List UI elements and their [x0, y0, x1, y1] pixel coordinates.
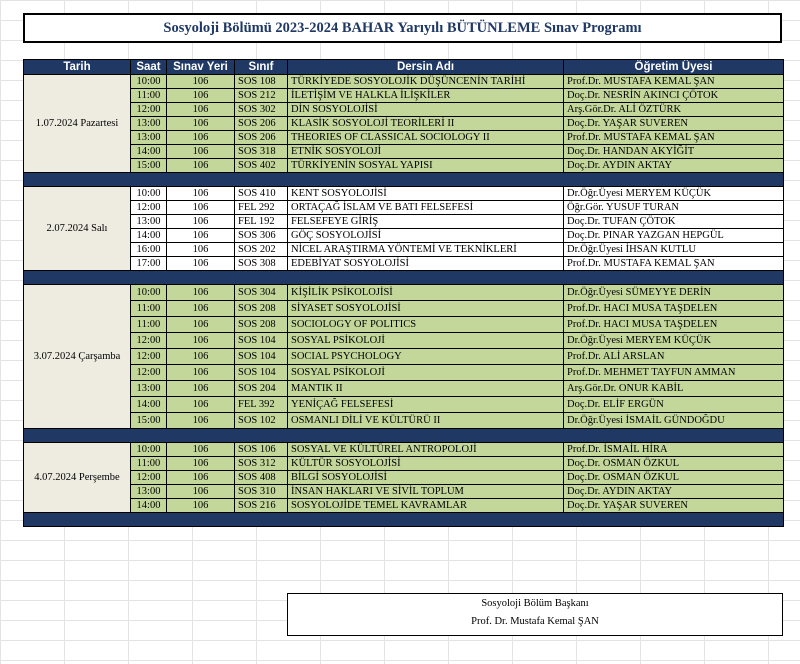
day-separator-row — [24, 271, 784, 285]
course-name-cell: SOCIOLOGY OF POLITICS — [288, 317, 564, 333]
instructor-cell: Prof.Dr. HACI MUSA TAŞDELEN — [564, 317, 784, 333]
course-name-cell: SOSYAL VE KÜLTÜREL ANTROPOLOJİ — [288, 443, 564, 457]
course-name-cell: ORTAÇAĞ İSLAM VE BATI FELSEFESİ — [288, 201, 564, 215]
class-code-cell: FEL 392 — [235, 397, 288, 413]
course-name-cell: THEORIES OF CLASSICAL SOCIOLOGY II — [288, 131, 564, 145]
course-name-cell: KLASİK SOSYOLOJİ TEORİLERİ II — [288, 117, 564, 131]
table-row — [24, 103, 784, 117]
instructor-cell: Prof.Dr. HACI MUSA TAŞDELEN — [564, 301, 784, 317]
class-code-cell: FEL 192 — [235, 215, 288, 229]
column-header-saat: Saat — [131, 60, 167, 75]
class-code-cell: FEL 292 — [235, 201, 288, 215]
class-code-cell: SOS 410 — [235, 187, 288, 201]
column-header-ogretim-uyesi: Öğretim Üyesi — [564, 60, 784, 75]
page-title: Sosyoloji Bölümü 2023-2024 BAHAR Yarıyılı BÜTÜNLEME Sınav Programı — [23, 13, 782, 43]
room-cell: 106 — [167, 333, 235, 349]
room-cell: 106 — [167, 443, 235, 457]
table-row — [24, 117, 784, 131]
time-cell: 10:00 — [131, 75, 167, 89]
time-cell: 15:00 — [131, 413, 167, 429]
time-cell: 12:00 — [131, 103, 167, 117]
date-cell: 1.07.2024 Pazartesi — [24, 75, 131, 173]
class-code-cell: SOS 402 — [235, 159, 288, 173]
course-name-cell: YENİÇAĞ FELSEFESİ — [288, 397, 564, 413]
instructor-cell: Öğr.Gör. YUSUF TURAN — [564, 201, 784, 215]
table-row — [24, 215, 784, 229]
instructor-cell: Prof.Dr. MEHMET TAYFUN AMMAN — [564, 365, 784, 381]
course-name-cell: İLETİŞİM VE HALKLA İLİŞKİLER — [288, 89, 564, 103]
table-row — [24, 257, 784, 271]
class-code-cell: SOS 216 — [235, 499, 288, 513]
instructor-cell: Doç.Dr. OSMAN ÖZKUL — [564, 457, 784, 471]
instructor-cell: Doç.Dr. AYDIN AKTAY — [564, 159, 784, 173]
table-row — [24, 413, 784, 429]
room-cell: 106 — [167, 285, 235, 301]
time-cell: 11:00 — [131, 317, 167, 333]
time-cell: 14:00 — [131, 397, 167, 413]
room-cell: 106 — [167, 89, 235, 103]
time-cell: 12:00 — [131, 201, 167, 215]
instructor-cell: Doç.Dr. YAŞAR SUVEREN — [564, 499, 784, 513]
class-code-cell: SOS 104 — [235, 365, 288, 381]
time-cell: 12:00 — [131, 471, 167, 485]
signature-title: Sosyoloji Bölüm Başkanı — [481, 598, 589, 609]
column-header-dersin-adi: Dersin Adı — [288, 60, 564, 75]
time-cell: 16:00 — [131, 243, 167, 257]
table-row — [24, 243, 784, 257]
course-name-cell: TÜRKİYENİN SOSYAL YAPISI — [288, 159, 564, 173]
room-cell: 106 — [167, 159, 235, 173]
schedule-body — [24, 75, 784, 527]
room-cell: 106 — [167, 471, 235, 485]
time-cell: 10:00 — [131, 443, 167, 457]
course-name-cell: İNSAN HAKLARI VE SİVİL TOPLUM — [288, 485, 564, 499]
instructor-cell: Doç.Dr. YAŞAR SUVEREN — [564, 117, 784, 131]
course-name-cell: SOSYAL PSİKOLOJİ — [288, 365, 564, 381]
exam-schedule-table — [23, 59, 784, 527]
time-cell: 12:00 — [131, 349, 167, 365]
day-separator — [24, 271, 784, 285]
signature-box — [287, 593, 783, 636]
class-code-cell: SOS 102 — [235, 413, 288, 429]
instructor-cell: Arş.Gör.Dr. ONUR KABİL — [564, 381, 784, 397]
time-cell: 13:00 — [131, 485, 167, 499]
table-row — [24, 485, 784, 499]
table-row — [24, 333, 784, 349]
column-header-sinav-yeri: Sınav Yeri — [167, 60, 235, 75]
time-cell: 12:00 — [131, 365, 167, 381]
class-code-cell: SOS 208 — [235, 301, 288, 317]
time-cell: 13:00 — [131, 215, 167, 229]
course-name-cell: SİYASET SOSYOLOJİSİ — [288, 301, 564, 317]
room-cell: 106 — [167, 301, 235, 317]
course-name-cell: FELSEFEYE GİRİŞ — [288, 215, 564, 229]
table-row — [24, 349, 784, 365]
room-cell: 106 — [167, 201, 235, 215]
room-cell: 106 — [167, 229, 235, 243]
room-cell: 106 — [167, 381, 235, 397]
day-separator — [24, 429, 784, 443]
room-cell: 106 — [167, 457, 235, 471]
table-row — [24, 229, 784, 243]
instructor-cell: Doç.Dr. OSMAN ÖZKUL — [564, 471, 784, 485]
room-cell: 106 — [167, 499, 235, 513]
class-code-cell: SOS 204 — [235, 381, 288, 397]
instructor-cell: Doç.Dr. TUFAN ÇÖTOK — [564, 215, 784, 229]
day-separator-row — [24, 513, 784, 527]
course-name-cell: OSMANLI DİLİ VE KÜLTÜRÜ II — [288, 413, 564, 429]
instructor-cell: Dr.Öğr.Üyesi MERYEM KÜÇÜK — [564, 187, 784, 201]
column-header-sinif: Sınıf — [235, 60, 288, 75]
room-cell: 106 — [167, 257, 235, 271]
class-code-cell: SOS 208 — [235, 317, 288, 333]
room-cell: 106 — [167, 413, 235, 429]
class-code-cell: SOS 108 — [235, 75, 288, 89]
class-code-cell: SOS 312 — [235, 457, 288, 471]
date-cell: 2.07.2024 Salı — [24, 187, 131, 271]
room-cell: 106 — [167, 349, 235, 365]
time-cell: 14:00 — [131, 229, 167, 243]
table-row — [24, 75, 784, 89]
room-cell: 106 — [167, 145, 235, 159]
table-row — [24, 201, 784, 215]
instructor-cell: Dr.Öğr.Üyesi İSMAİL GÜNDOĞDU — [564, 413, 784, 429]
time-cell: 14:00 — [131, 145, 167, 159]
course-name-cell: ETNİK SOSYOLOJİ — [288, 145, 564, 159]
time-cell: 13:00 — [131, 381, 167, 397]
class-code-cell: SOS 408 — [235, 471, 288, 485]
schedule-sheet — [23, 59, 783, 527]
table-row — [24, 159, 784, 173]
date-cell: 4.07.2024 Perşembe — [24, 443, 131, 513]
time-cell: 15:00 — [131, 159, 167, 173]
class-code-cell: SOS 318 — [235, 145, 288, 159]
class-code-cell: SOS 306 — [235, 229, 288, 243]
room-cell: 106 — [167, 215, 235, 229]
class-code-cell: SOS 202 — [235, 243, 288, 257]
day-separator — [24, 173, 784, 187]
table-row — [24, 365, 784, 381]
room-cell: 106 — [167, 117, 235, 131]
day-separator-row — [24, 429, 784, 443]
room-cell: 106 — [167, 243, 235, 257]
course-name-cell: KİŞİLİK PSİKOLOJİSİ — [288, 285, 564, 301]
column-header-tarih: Tarih — [24, 60, 131, 75]
instructor-cell: Dr.Öğr.Üyesi SÜMEYYE DERİN — [564, 285, 784, 301]
instructor-cell: Doç.Dr. ELİF ERGÜN — [564, 397, 784, 413]
course-name-cell: KENT SOSYOLOJİSİ — [288, 187, 564, 201]
instructor-cell: Arş.Gör.Dr. ALİ ÖZTÜRK — [564, 103, 784, 117]
table-row — [24, 397, 784, 413]
class-code-cell: SOS 206 — [235, 117, 288, 131]
class-code-cell: SOS 304 — [235, 285, 288, 301]
table-row — [24, 131, 784, 145]
instructor-cell: Doç.Dr. NESRİN AKINCI ÇÖTOK — [564, 89, 784, 103]
time-cell: 13:00 — [131, 131, 167, 145]
class-code-cell: SOS 308 — [235, 257, 288, 271]
room-cell: 106 — [167, 317, 235, 333]
course-name-cell: KÜLTÜR SOSYOLOJİSİ — [288, 457, 564, 471]
course-name-cell: SOCIAL PSYCHOLOGY — [288, 349, 564, 365]
day-separator — [24, 513, 784, 527]
instructor-cell: Prof.Dr. MUSTAFA KEMAL ŞAN — [564, 257, 784, 271]
course-name-cell: NİCEL ARAŞTIRMA YÖNTEMİ VE TEKNİKLERİ — [288, 243, 564, 257]
room-cell: 106 — [167, 75, 235, 89]
table-row — [24, 301, 784, 317]
room-cell: 106 — [167, 131, 235, 145]
course-name-cell: SOSYAL PSİKOLOJİ — [288, 333, 564, 349]
class-code-cell: SOS 302 — [235, 103, 288, 117]
course-name-cell: DİN SOSYOLOJİSİ — [288, 103, 564, 117]
instructor-cell: Doç.Dr. HANDAN AKYİĞİT — [564, 145, 784, 159]
course-name-cell: MANTIK II — [288, 381, 564, 397]
instructor-cell: Dr.Öğr.Üyesi MERYEM KÜÇÜK — [564, 333, 784, 349]
room-cell: 106 — [167, 187, 235, 201]
time-cell: 12:00 — [131, 333, 167, 349]
table-row — [24, 471, 784, 485]
instructor-cell: Doç.Dr. AYDIN AKTAY — [564, 485, 784, 499]
table-row — [24, 443, 784, 457]
table-row — [24, 499, 784, 513]
instructor-cell: Prof.Dr. MUSTAFA KEMAL ŞAN — [564, 75, 784, 89]
course-name-cell: TÜRKİYEDE SOSYOLOJİK DÜŞÜNCENİN TARİHİ — [288, 75, 564, 89]
time-cell: 10:00 — [131, 187, 167, 201]
course-name-cell: SOSYOLOJİDE TEMEL KAVRAMLAR — [288, 499, 564, 513]
time-cell: 11:00 — [131, 301, 167, 317]
table-row — [24, 187, 784, 201]
course-name-cell: GÖÇ SOSYOLOJİSİ — [288, 229, 564, 243]
room-cell: 106 — [167, 103, 235, 117]
time-cell: 17:00 — [131, 257, 167, 271]
time-cell: 13:00 — [131, 117, 167, 131]
instructor-cell: Prof.Dr. MUSTAFA KEMAL ŞAN — [564, 131, 784, 145]
table-row — [24, 285, 784, 301]
table-row — [24, 317, 784, 333]
room-cell: 106 — [167, 485, 235, 499]
time-cell: 10:00 — [131, 285, 167, 301]
time-cell: 14:00 — [131, 499, 167, 513]
instructor-cell: Prof.Dr. İSMAİL HİRA — [564, 443, 784, 457]
class-code-cell: SOS 206 — [235, 131, 288, 145]
instructor-cell: Prof.Dr. ALİ ARSLAN — [564, 349, 784, 365]
class-code-cell: SOS 106 — [235, 443, 288, 457]
course-name-cell: BİLGİ SOSYOLOJİSİ — [288, 471, 564, 485]
signature-name: Prof. Dr. Mustafa Kemal ŞAN — [471, 616, 599, 627]
class-code-cell: SOS 310 — [235, 485, 288, 499]
time-cell: 11:00 — [131, 457, 167, 471]
date-cell: 3.07.2024 Çarşamba — [24, 285, 131, 429]
room-cell: 106 — [167, 397, 235, 413]
day-separator-row — [24, 173, 784, 187]
class-code-cell: SOS 104 — [235, 349, 288, 365]
room-cell: 106 — [167, 365, 235, 381]
instructor-cell: Dr.Öğr.Üyesi İHSAN KUTLU — [564, 243, 784, 257]
table-row — [24, 381, 784, 397]
class-code-cell: SOS 212 — [235, 89, 288, 103]
time-cell: 11:00 — [131, 89, 167, 103]
class-code-cell: SOS 104 — [235, 333, 288, 349]
table-row — [24, 89, 784, 103]
course-name-cell: EDEBİYAT SOSYOLOJİSİ — [288, 257, 564, 271]
table-header-row — [24, 60, 784, 75]
table-row — [24, 145, 784, 159]
table-row — [24, 457, 784, 471]
instructor-cell: Doç.Dr. PINAR YAZGAN HEPGÜL — [564, 229, 784, 243]
